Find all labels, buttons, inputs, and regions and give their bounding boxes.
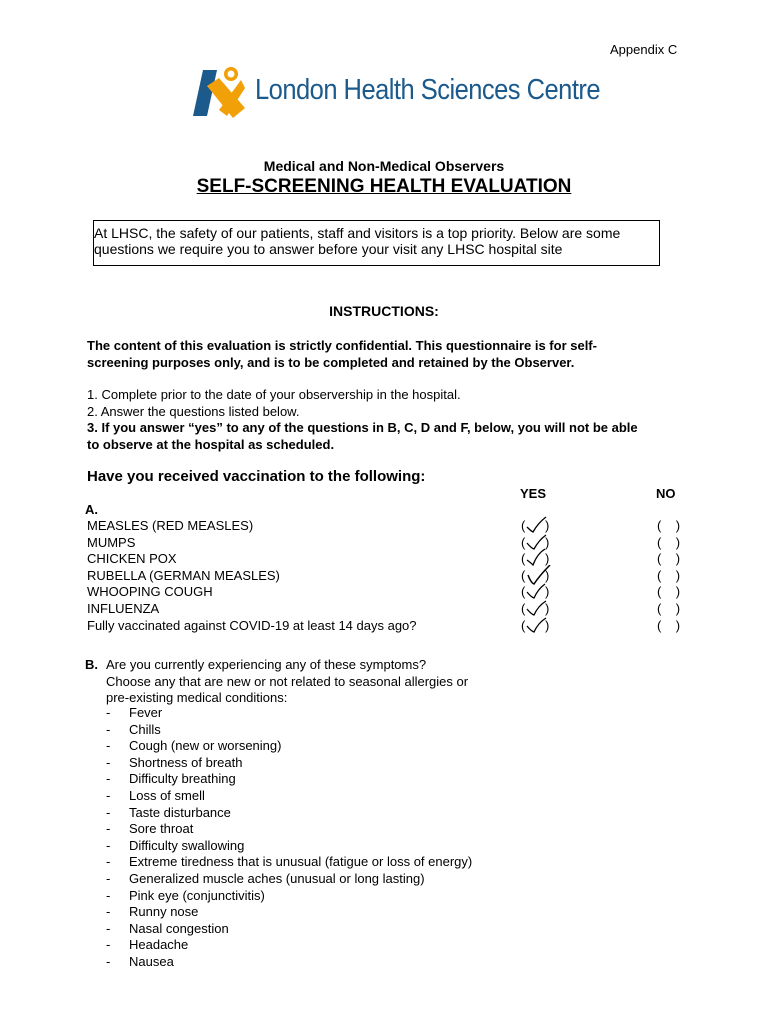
vaccination-row bbox=[87, 568, 687, 585]
list-dash: - bbox=[106, 870, 111, 886]
vaccination-row bbox=[87, 551, 687, 568]
list-dash: - bbox=[106, 904, 111, 920]
logo-text: London Health Sciences Centre bbox=[255, 74, 601, 106]
symptom-label: Cough (new or worsening) bbox=[129, 738, 282, 754]
symptom-label: Shortness of breath bbox=[129, 754, 243, 770]
symptom-label: Loss of smell bbox=[129, 787, 205, 803]
section-b-question bbox=[106, 657, 526, 707]
no-column-header: NO bbox=[656, 486, 676, 501]
list-dash: - bbox=[106, 705, 111, 720]
step-3-line-2: to observe at the hospital as scheduled. bbox=[87, 436, 335, 452]
vaccination-row bbox=[87, 584, 687, 601]
instructions-heading: INSTRUCTIONS: bbox=[329, 303, 439, 319]
list-dash: - bbox=[106, 887, 111, 903]
step-3-line-1: 3. If you answer “yes” to any of the questions in B, C, D and F, below, you will not be able bbox=[87, 420, 638, 435]
symptom-label: Headache bbox=[129, 937, 189, 953]
vaccination-label: MEASLES (RED MEASLES) bbox=[87, 518, 254, 533]
list-dash: - bbox=[106, 854, 111, 870]
intro-box bbox=[93, 220, 660, 266]
vaccination-label: WHOOPING COUGH bbox=[87, 584, 213, 600]
list-dash: - bbox=[106, 837, 111, 853]
no-checkbox[interactable]: ( ) bbox=[657, 617, 681, 633]
no-checkbox[interactable]: ( ) bbox=[657, 551, 681, 567]
yes-column-header: YES bbox=[520, 486, 547, 501]
list-dash: - bbox=[106, 821, 111, 837]
vaccination-label: Fully vaccinated against COVID-19 at least 14 days ago? bbox=[87, 617, 417, 633]
list-dash: - bbox=[106, 771, 111, 787]
confidentiality-line-2: screening purposes only, and is to be completed and retained by the Observer. bbox=[87, 355, 575, 370]
section-a-label: A. bbox=[85, 502, 98, 517]
yes-checkbox[interactable]: ( ) bbox=[521, 618, 553, 635]
section-b-label: B. bbox=[85, 657, 98, 672]
symptom-label: Extreme tiredness that is unusual (fatigue or loss of energy) bbox=[129, 854, 473, 870]
list-dash: - bbox=[106, 920, 111, 936]
intro-line-1: At LHSC, the safety of our patients, staff and visitors is a top priority. Below are some bbox=[94, 225, 621, 241]
confidentiality-line-1: The content of this evaluation is strictly confidential. This questionnaire is for self- bbox=[87, 338, 597, 353]
vaccination-label: CHICKEN POX bbox=[87, 551, 177, 567]
list-dash: - bbox=[106, 721, 111, 737]
symptom-label: Taste disturbance bbox=[129, 804, 231, 820]
symptom-label: Sore throat bbox=[129, 821, 194, 837]
yes-checkbox[interactable]: ( ) bbox=[521, 551, 553, 568]
lhsc-logo-mark-icon bbox=[193, 66, 249, 120]
yes-checkbox[interactable]: ( ) bbox=[521, 568, 553, 585]
step-1: 1. Complete prior to the date of your observership in the hospital. bbox=[87, 387, 461, 402]
list-dash: - bbox=[106, 754, 111, 770]
document-title: SELF-SCREENING HEALTH EVALUATION bbox=[196, 176, 572, 197]
vaccination-label: MUMPS bbox=[87, 534, 136, 550]
instruction-steps bbox=[87, 387, 697, 453]
symptom-label: Difficulty breathing bbox=[129, 771, 236, 787]
section-b-question-line-3: pre-existing medical conditions: bbox=[106, 690, 288, 705]
symptom-label: Fever bbox=[129, 705, 163, 720]
document-subtitle: Medical and Non-Medical Observers bbox=[263, 158, 505, 174]
symptom-label: Chills bbox=[129, 721, 161, 737]
yes-checkbox[interactable]: ( ) bbox=[521, 584, 553, 601]
vaccination-label: INFLUENZA bbox=[87, 600, 160, 616]
section-b-question-line-2: Choose any that are new or not related to seasonal allergies or bbox=[106, 673, 469, 689]
list-dash: - bbox=[106, 937, 111, 953]
confidentiality-notice bbox=[87, 337, 687, 371]
vaccination-row bbox=[87, 618, 687, 635]
no-checkbox[interactable]: ( ) bbox=[657, 567, 681, 583]
symptom-label: Nasal congestion bbox=[129, 920, 229, 936]
no-checkbox[interactable]: ( ) bbox=[657, 534, 681, 550]
symptom-label: Difficulty swallowing bbox=[129, 837, 245, 853]
vaccination-row bbox=[87, 601, 687, 618]
yes-checkbox[interactable]: ( ) bbox=[521, 601, 553, 618]
symptom-label: Pink eye (conjunctivitis) bbox=[129, 887, 265, 903]
list-dash: - bbox=[106, 787, 111, 803]
section-b-question-line-1: Are you currently experiencing any of these symptoms? bbox=[106, 657, 427, 672]
no-checkbox[interactable]: ( ) bbox=[657, 600, 681, 616]
lhsc-logo bbox=[193, 66, 601, 120]
vaccination-row bbox=[87, 518, 687, 535]
list-dash: - bbox=[106, 953, 111, 969]
no-checkbox[interactable]: ( ) bbox=[657, 518, 681, 533]
yes-checkbox[interactable]: ( ) bbox=[521, 535, 553, 552]
no-checkbox[interactable]: ( ) bbox=[657, 584, 681, 600]
symptom-label: Runny nose bbox=[129, 904, 199, 920]
intro-line-2: questions we require you to answer before your visit any LHSC hospital site bbox=[94, 241, 563, 257]
vaccination-list bbox=[87, 518, 687, 634]
vaccination-heading: Have you received vaccination to the following: bbox=[87, 468, 426, 485]
appendix-label: Appendix C bbox=[610, 42, 678, 57]
symptom-label: Nausea bbox=[129, 953, 174, 969]
step-2: 2. Answer the questions listed below. bbox=[87, 403, 300, 419]
yes-checkbox[interactable]: ( ) bbox=[521, 518, 553, 535]
vaccination-row bbox=[87, 535, 687, 552]
vaccination-label: RUBELLA (GERMAN MEASLES) bbox=[87, 567, 280, 583]
symptom-label: Generalized muscle aches (unusual or long lasting) bbox=[129, 870, 425, 886]
list-dash: - bbox=[106, 804, 111, 820]
list-dash: - bbox=[106, 738, 111, 754]
